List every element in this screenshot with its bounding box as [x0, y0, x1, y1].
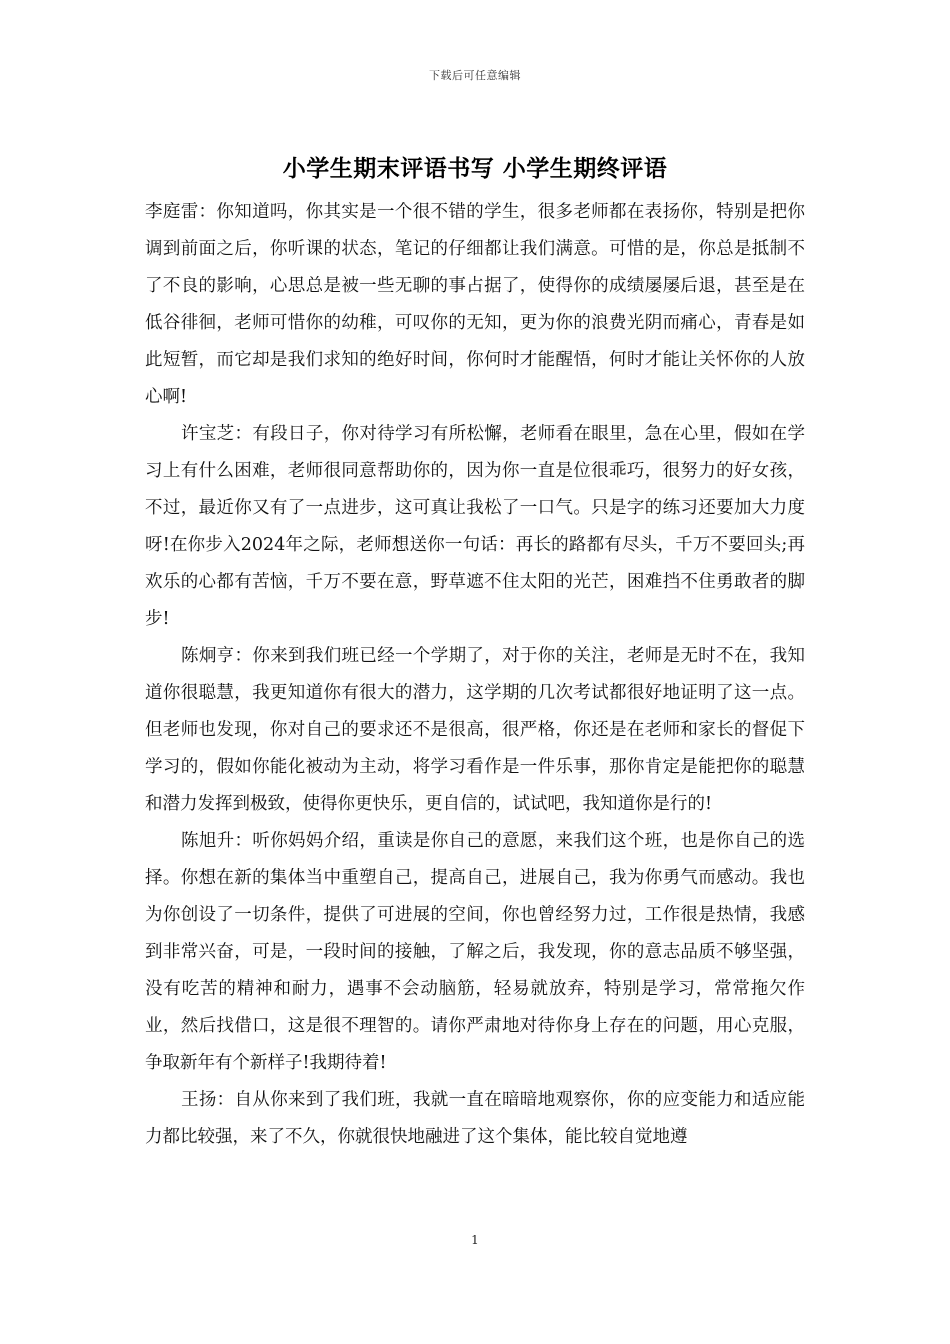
comment-paragraph-5: 王扬：自从你来到了我们班，我就一直在暗暗地观察你，你的应变能力和适应能力都比较强，来了不久，你就很快地融进了这个集体，能比较自觉地遵 — [145, 1090, 805, 1147]
comment-paragraph-1: 李庭雷：你知道吗，你其实是一个很不错的学生，很多老师都在表扬你，特别是把你调到前面之后，你听课的状态，笔记的仔细都让我们满意。可惜的是，你总是抵制不了不良的影响，心思总是被一些无聊的事占据了，使得你的成绩屡屡后退，甚至是在低谷徘徊，老师可惜你的幼稚，可叹你的无知，更为你的浪费光阴而痛心，青春是如此短暂，而它却是我们求知的绝好时间，你何时才能醒悟，何时才能让关怀你的人放心啊! — [145, 202, 805, 407]
comment-paragraph-4: 陈旭升：听你妈妈介绍，重读是你自己的意愿，来我们这个班，也是你自己的选择。你想在新的集体当中重塑自己，提高自己，进展自己，我为你勇气而感动。我也为你创设了一切条件，提供了可进展的空间，你也曾经努力过，工作很是热情，我感到非常兴奋，可是，一段时间的接触，了解之后，我发现，你的意志品质不够坚强，没有吃苦的精神和耐力，遇事不会动脑筋，轻易就放弃，特别是学习，常常拖欠作业，然后找借口，这是很不理智的。请你严肃地对待你身上存在的问题，用心克服，争取新年有个新样子!我期待着! — [145, 831, 805, 1073]
document-title: 小学生期末评语书写 小学生期终评语 — [282, 155, 668, 182]
comment-paragraph-2: 许宝芝：有段日子，你对待学习有所松懈，老师看在眼里，急在心里，假如在学习上有什么困难，老师很同意帮助你的，因为你一直是位很乖巧，很努力的好女孩，不过，最近你又有了一点进步，这可真让我松了一口气。只是字的练习还要加大力度呀!在你步入2024年之际，老师想送你一句话：再长的路都有尽头，千万不要回头;再欢乐的心都有苦恼，千万不要在意，野草遮不住太阳的光芒，困难挡不住勇敢者的脚步! — [145, 424, 805, 629]
document-body — [145, 194, 805, 1156]
header-note: 下载后可任意编辑 — [429, 69, 521, 82]
comment-paragraph-3: 陈炯亨：你来到我们班已经一个学期了，对于你的关注，老师是无时不在，我知道你很聪慧，我更知道你有很大的潜力，这学期的几次考试都很好地证明了这一点。但老师也发现，你对自己的要求还不是很高，很严格，你还是在老师和家长的督促下学习的，假如你能化被动为主动，将学习看作是一件乐事，那你肯定是能把你的聪慧和潜力发挥到极致，使得你更快乐，更自信的，试试吧，我知道你是行的! — [145, 646, 805, 814]
page-number: 1 — [471, 1233, 479, 1247]
